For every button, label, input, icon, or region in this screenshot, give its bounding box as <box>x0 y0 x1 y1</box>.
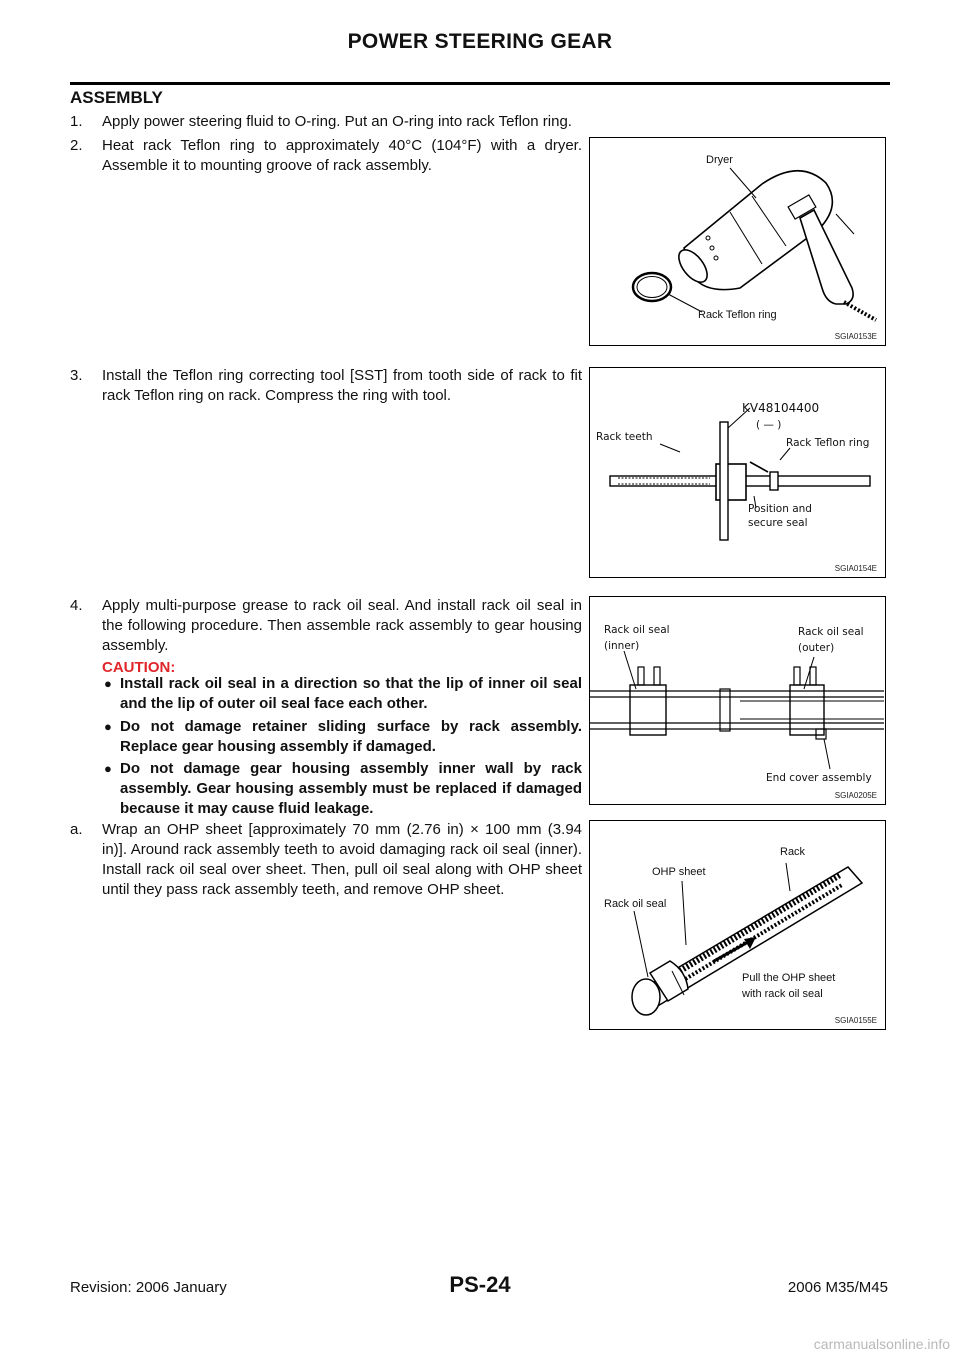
label-rack-oil-seal: Rack oil seal <box>604 898 667 910</box>
bullet-icon: ● <box>104 761 112 776</box>
figure-code: SGIA0153E <box>834 332 877 341</box>
figure-teflon-tool <box>589 367 886 578</box>
ohp-sheet-illustration <box>590 821 884 1028</box>
page-title: POWER STEERING GEAR <box>347 30 613 53</box>
title-rule <box>70 82 890 85</box>
figure-code: SGIA0155E <box>834 1016 877 1025</box>
step-text: Wrap an OHP sheet [approximately 70 mm (2.76 in) × 100 mm (3.94 in)]. Around rack assembly teeth to avoid damaging rack oil seal (inner). Install rack oil seal over sheet. Then, pull oil seal along with OHP sheet until they pass rack assembly teeth, and remove OHP sheet. <box>102 821 582 898</box>
step-number: 1. <box>70 113 83 130</box>
label-rack-teflon-ring: Rack Teflon ring <box>698 309 777 321</box>
figure-code: SGIA0154E <box>834 564 877 573</box>
label-inner: (inner) <box>604 640 640 652</box>
label-outer: (outer) <box>798 642 835 654</box>
step-3 <box>70 366 582 406</box>
step-4 <box>70 596 582 656</box>
step-text: Install the Teflon ring correcting tool [SST] from tooth side of rack to fit rack Teflon ring on rack. Compress the ring with tool. <box>102 367 582 404</box>
label-inner-seal: Rack oil seal <box>604 624 670 636</box>
step-1 <box>70 112 890 132</box>
step-number: 2. <box>70 137 83 154</box>
label-outer-seal: Rack oil seal <box>798 626 864 638</box>
label-tool-number: KV48104400 <box>742 401 820 415</box>
label-pull-ohp: Pull the OHP sheet <box>742 972 836 984</box>
teflon-tool-illustration <box>590 368 884 576</box>
step-number: 4. <box>70 597 83 614</box>
label-with-seal: with rack oil seal <box>742 988 823 1000</box>
caution-item <box>104 674 582 714</box>
figure-ohp-sheet <box>589 820 886 1030</box>
figure-code: SGIA0205E <box>834 791 877 800</box>
step-text: Heat rack Teflon ring to approximately 40°C (104°F) with a dryer. Assemble it to mounting groove of rack assembly. <box>102 137 582 174</box>
step-number: 3. <box>70 367 83 384</box>
oil-seal-illustration <box>590 597 884 803</box>
step-a <box>70 820 582 900</box>
caution-item <box>104 717 582 757</box>
label-tool-dash: ( — ) <box>756 419 782 431</box>
label-rack-teflon-ring: Rack Teflon ring <box>786 437 870 449</box>
label-rack: Rack <box>780 846 806 858</box>
step-text: Apply multi-purpose grease to rack oil seal. And install rack oil seal in the following procedure. Then assemble rack assembly to gear housing assembly. <box>102 597 582 654</box>
footer-revision: Revision: 2006 January <box>70 1279 227 1296</box>
figure-dryer <box>589 137 886 346</box>
label-end-cover: End cover assembly <box>766 772 872 784</box>
caution-label: CAUTION: <box>102 659 176 676</box>
section-title: ASSEMBLY <box>70 88 163 107</box>
caution-text: Install rack oil seal in a direction so that the lip of inner oil seal and the lip of outer oil seal face each other. <box>120 675 582 712</box>
watermark[interactable]: carmanualsonline.info <box>813 1336 950 1352</box>
label-dryer: Dryer <box>706 154 733 166</box>
caution-text: Do not damage gear housing assembly inner wall by rack assembly. Gear housing assembly must be replaced if damaged because it may cause fluid leakage. <box>120 760 582 817</box>
bullet-icon: ● <box>104 719 112 734</box>
label-position: Position and <box>748 503 812 515</box>
label-ohp-sheet: OHP sheet <box>652 866 706 878</box>
footer-model: 2006 M35/M45 <box>787 1279 888 1296</box>
dryer-illustration <box>590 138 884 344</box>
step-text: Apply power steering fluid to O-ring. Put an O-ring into rack Teflon ring. <box>102 113 572 130</box>
footer-page-number: PS-24 <box>449 1272 511 1297</box>
caution-text: Do not damage retainer sliding surface by rack assembly. Replace gear housing assembly if damaged. <box>120 718 582 755</box>
step-2 <box>70 136 582 176</box>
caution-item <box>104 759 582 819</box>
figure-oil-seal <box>589 596 886 805</box>
label-secure-seal: secure seal <box>748 517 808 529</box>
bullet-icon: ● <box>104 676 112 691</box>
step-number: a. <box>70 821 83 838</box>
label-rack-teeth: Rack teeth <box>596 431 653 443</box>
